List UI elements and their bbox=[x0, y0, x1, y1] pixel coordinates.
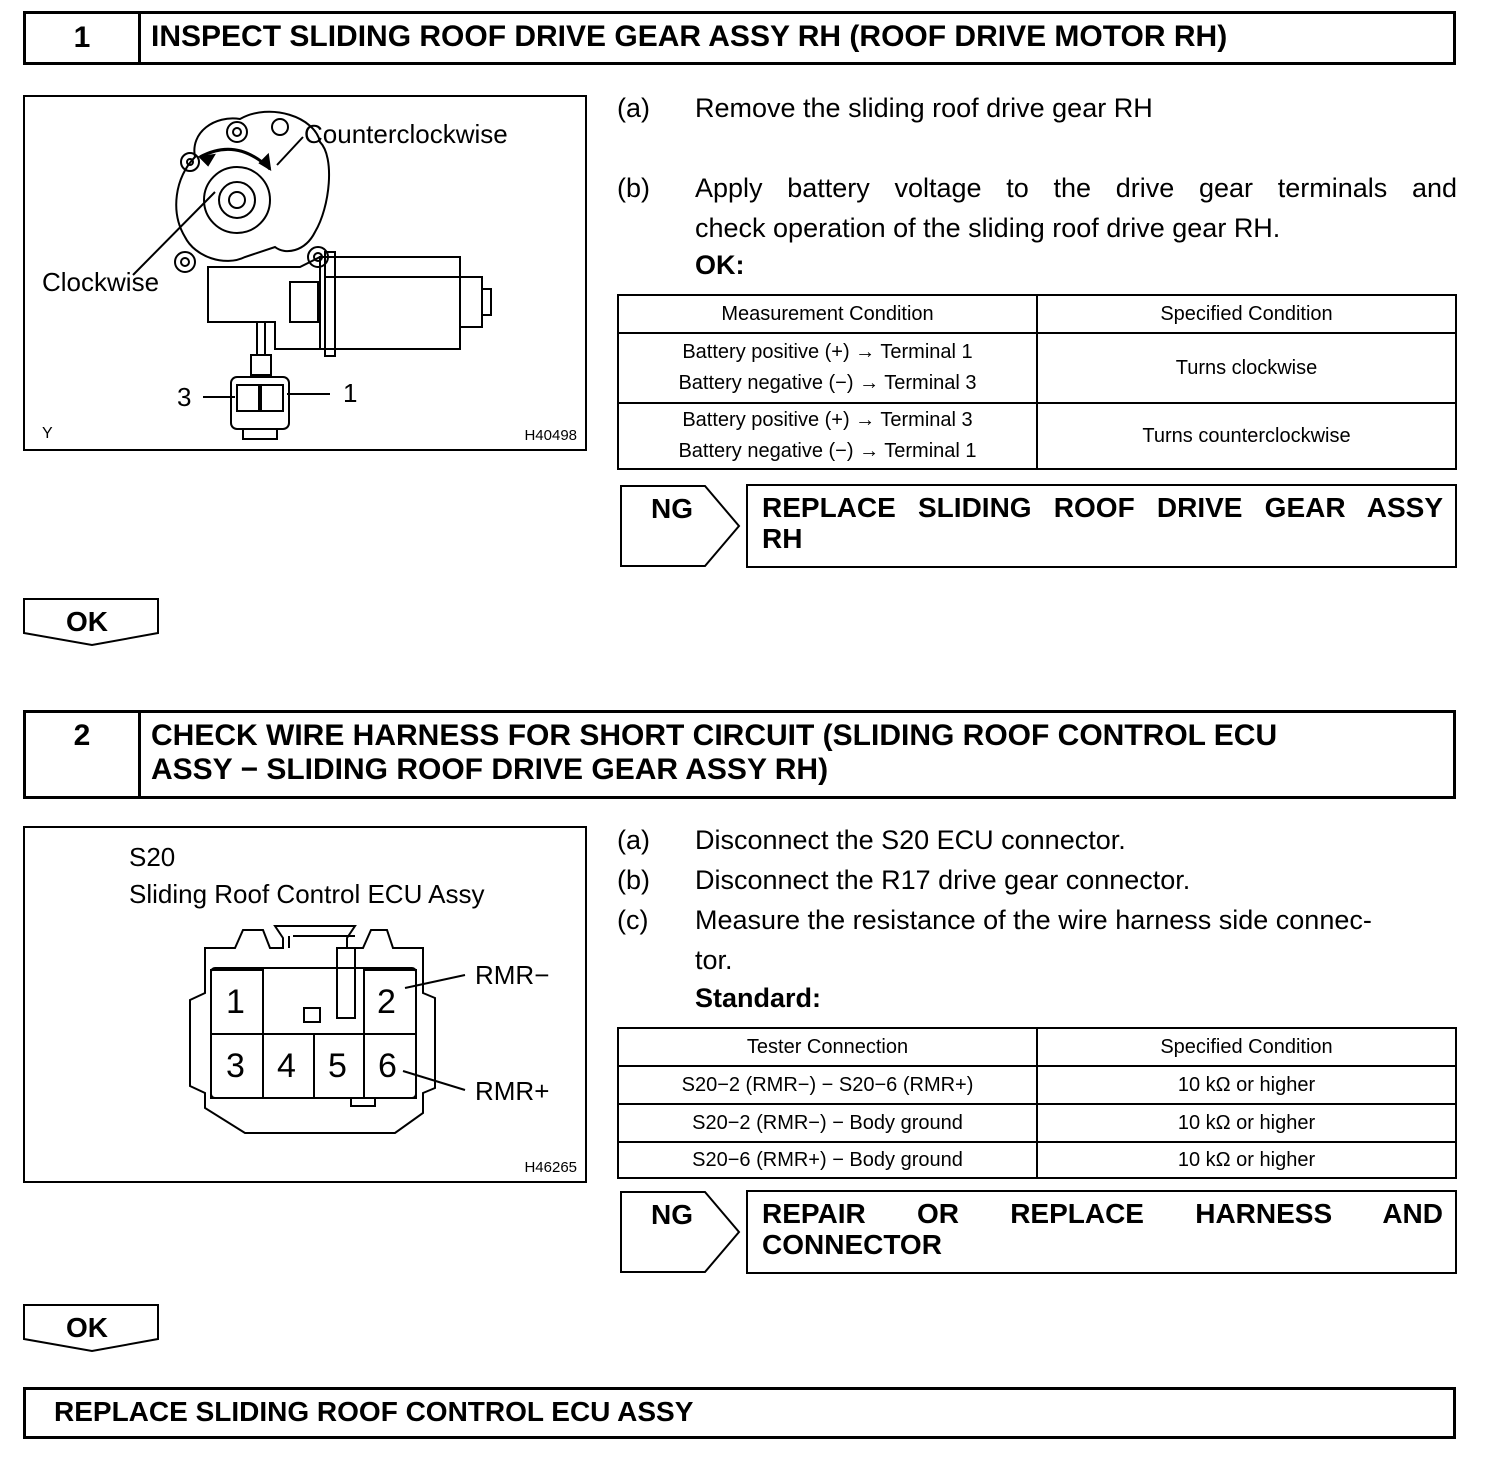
clockwise-label: Clockwise bbox=[42, 267, 160, 297]
ng-action-line1: REPLACE SLIDING ROOF DRIVE GEAR ASSY bbox=[762, 492, 1443, 523]
condition-line: Battery negative (−) → Terminal 3 bbox=[678, 372, 977, 394]
condition-line: Battery positive (+) → Terminal 1 bbox=[682, 341, 973, 363]
table-row bbox=[618, 1104, 1456, 1142]
standard-heading: Standard: bbox=[695, 983, 822, 1013]
instruction-text-line2: check operation of the sliding roof drive gear RH. bbox=[695, 213, 1281, 243]
step-title-line1: CHECK WIRE HARNESS FOR SHORT CIRCUIT (SLIDING ROOF CONTROL ECU bbox=[151, 719, 1278, 752]
instruction-label: (a) bbox=[617, 93, 650, 123]
instruction-label: (b) bbox=[617, 865, 650, 895]
condition-line: Battery positive (+) → Terminal 3 bbox=[682, 409, 973, 431]
table-header: Tester Connection bbox=[618, 1028, 1037, 1066]
connector-drawing bbox=[25, 828, 585, 1181]
step-number bbox=[26, 713, 141, 796]
figure-code: H40498 bbox=[524, 427, 577, 444]
instruction-a bbox=[617, 88, 1457, 128]
drive-motor-figure bbox=[23, 95, 587, 451]
condition-line: Battery negative (−) → Terminal 1 bbox=[678, 440, 977, 462]
table-header: Measurement Condition bbox=[618, 295, 1037, 333]
ng-label: NG bbox=[651, 1199, 693, 1230]
table-cell: 10 kΩ or higher bbox=[1037, 1104, 1456, 1142]
ok-heading: OK: bbox=[695, 250, 745, 280]
pin-1: 1 bbox=[226, 983, 245, 1021]
table-header: Specified Condition bbox=[1037, 295, 1456, 333]
instruction-label: (b) bbox=[617, 173, 650, 203]
instruction-label: (c) bbox=[617, 905, 649, 935]
counterclockwise-label: Counterclockwise bbox=[304, 119, 508, 149]
pin-3: 3 bbox=[226, 1047, 245, 1085]
table-cell: S20−6 (RMR+) − Body ground bbox=[618, 1142, 1037, 1178]
instruction-b bbox=[617, 168, 1457, 248]
table-cell bbox=[618, 403, 1037, 469]
figure-code: H46265 bbox=[524, 1159, 577, 1176]
ng-action-line1: REPAIR OR REPLACE HARNESS AND bbox=[762, 1198, 1443, 1229]
table-cell: Turns counterclockwise bbox=[1037, 403, 1456, 469]
ng-label: NG bbox=[651, 493, 693, 524]
instruction-text: Remove the sliding roof drive gear RH bbox=[695, 93, 1153, 123]
ng-action-line2: CONNECTOR bbox=[762, 1229, 942, 1260]
step-number: 1 bbox=[26, 14, 141, 62]
table-cell: S20−2 (RMR−) − S20−6 (RMR+) bbox=[618, 1066, 1037, 1104]
ok-label: OK bbox=[66, 606, 108, 637]
step-title: INSPECT SLIDING ROOF DRIVE GEAR ASSY RH (ROOF DRIVE MOTOR RH) bbox=[151, 20, 1228, 53]
instruction-a bbox=[617, 820, 1457, 860]
pin-2: 2 bbox=[377, 983, 396, 1021]
table-cell bbox=[618, 333, 1037, 403]
table-row bbox=[618, 1066, 1456, 1104]
instruction-text: Disconnect the S20 ECU connector. bbox=[695, 825, 1126, 855]
step-title-line2: ASSY − SLIDING ROOF DRIVE GEAR ASSY RH) bbox=[151, 753, 829, 786]
ng-action-box bbox=[746, 484, 1457, 568]
pin-6: 6 bbox=[378, 1047, 397, 1085]
step-title bbox=[151, 719, 1443, 787]
ecu-connector-figure bbox=[23, 826, 587, 1183]
instruction-b bbox=[617, 860, 1457, 900]
table-row bbox=[618, 333, 1456, 403]
resistance-table bbox=[617, 1027, 1457, 1179]
pin-5: 5 bbox=[328, 1047, 347, 1085]
ok-label: OK bbox=[66, 1312, 108, 1343]
step-number-text: 2 bbox=[73, 719, 91, 752]
ng-action-line2: RH bbox=[762, 523, 803, 554]
instruction-text: Disconnect the R17 drive gear connector. bbox=[695, 865, 1191, 895]
table-cell: Turns clockwise bbox=[1037, 333, 1456, 403]
final-action-box bbox=[23, 1387, 1456, 1439]
instruction-c bbox=[617, 900, 1457, 980]
terminal-3-label: 3 bbox=[177, 382, 192, 412]
pin-4: 4 bbox=[277, 1047, 296, 1085]
table-header: Specified Condition bbox=[1037, 1028, 1456, 1066]
operation-table bbox=[617, 294, 1457, 470]
instruction-text-line2: tor. bbox=[695, 945, 733, 975]
table-cell: 10 kΩ or higher bbox=[1037, 1066, 1456, 1104]
table-cell: S20−2 (RMR−) − Body ground bbox=[618, 1104, 1037, 1142]
instruction-text-line1: Apply battery voltage to the drive gear terminals and bbox=[695, 173, 1457, 203]
step-1-header bbox=[23, 11, 1456, 65]
connector-id: S20 bbox=[129, 842, 176, 872]
terminal-1-label: 1 bbox=[343, 378, 358, 408]
instruction-label: (a) bbox=[617, 825, 650, 855]
rmr-plus-label: RMR+ bbox=[475, 1076, 550, 1106]
table-cell: 10 kΩ or higher bbox=[1037, 1142, 1456, 1178]
rmr-minus-label: RMR− bbox=[475, 960, 550, 990]
table-row bbox=[618, 403, 1456, 469]
final-action-text: REPLACE SLIDING ROOF CONTROL ECU ASSY bbox=[54, 1396, 694, 1427]
instruction-text-line1: Measure the resistance of the wire harness side connec- bbox=[695, 905, 1372, 935]
connector-name: Sliding Roof Control ECU Assy bbox=[129, 879, 485, 909]
corner-mark: Y bbox=[42, 425, 53, 442]
table-row bbox=[618, 1142, 1456, 1178]
ng-action-box bbox=[746, 1190, 1457, 1274]
step-2-header bbox=[23, 710, 1456, 799]
